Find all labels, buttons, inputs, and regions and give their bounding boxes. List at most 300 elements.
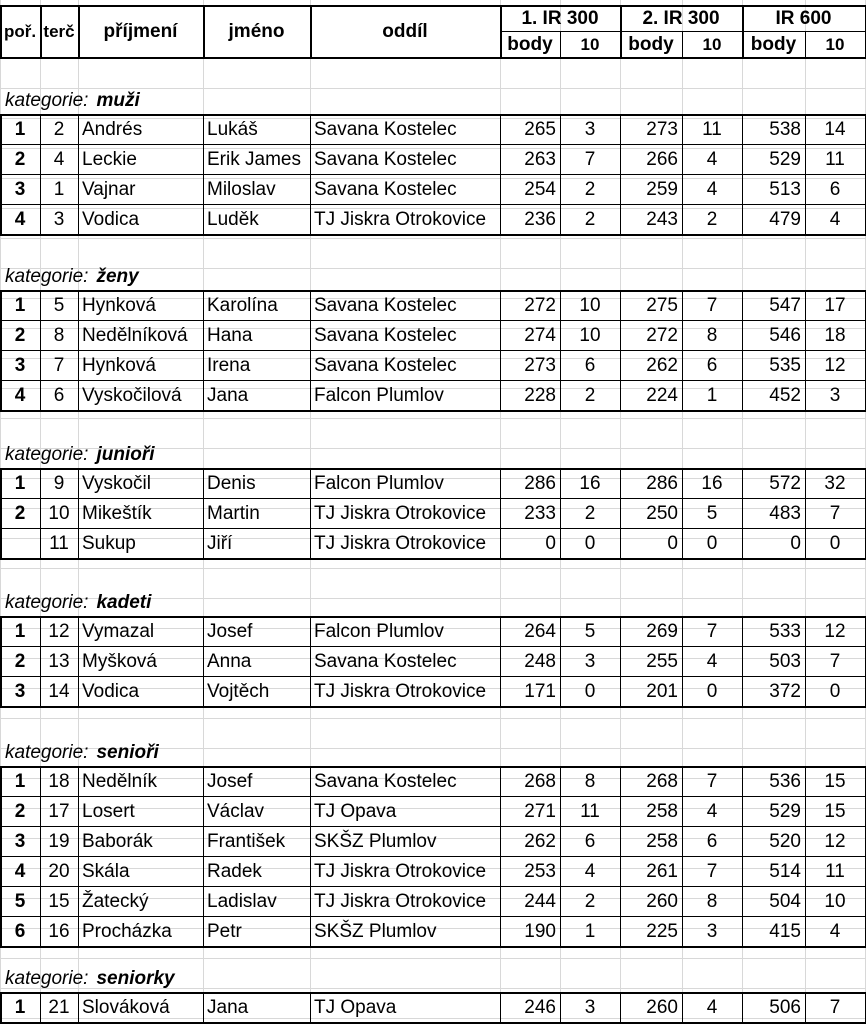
- border-line: [40, 290, 41, 412]
- cell-club: Falcon Plumlov: [314, 620, 444, 642]
- cell-t2: 1: [706, 384, 718, 406]
- border-line: [0, 468, 2, 560]
- category-label: [5, 264, 139, 290]
- cell-p2: 260: [646, 996, 678, 1018]
- cell-target: 4: [53, 148, 65, 170]
- border-line: [682, 114, 683, 236]
- cell-club: TJ Jiskra Otrokovice: [314, 502, 487, 524]
- cell-t1: 10: [579, 324, 601, 346]
- border-line: [0, 856, 866, 857]
- header-target: terč: [43, 21, 75, 41]
- border-line: [203, 468, 204, 560]
- cell-target: 7: [53, 354, 65, 376]
- border-line: [0, 706, 866, 708]
- cell-p1: 0: [545, 532, 556, 554]
- border-line: [0, 992, 866, 994]
- cell-t1: 7: [584, 148, 596, 170]
- border-line: [682, 992, 683, 1024]
- border-line: [560, 114, 561, 236]
- cell-p1: 246: [524, 996, 556, 1018]
- border-line: [560, 616, 561, 708]
- cell-p1: 286: [524, 472, 556, 494]
- cell-club: SKŠZ Plumlov: [314, 920, 437, 942]
- cell-name: Anna: [207, 650, 252, 672]
- cell-t3: 32: [824, 472, 846, 494]
- cell-t2: 2: [706, 208, 718, 230]
- header-points: body: [507, 33, 553, 55]
- cell-surname: Mikeštík: [82, 502, 152, 524]
- cell-p3: 0: [790, 532, 801, 554]
- border-line: [805, 31, 806, 57]
- cell-p3: 520: [769, 830, 801, 852]
- border-line: [742, 5, 744, 57]
- cell-p3: 529: [769, 800, 801, 822]
- cell-p1: 233: [524, 502, 556, 524]
- cell-rank: [0, 528, 40, 558]
- cell-t1: 4: [584, 860, 596, 882]
- cell-t2: 8: [706, 324, 718, 346]
- cell-t2: 4: [706, 178, 718, 200]
- category-label: [5, 442, 155, 468]
- cell-target: 17: [48, 800, 70, 822]
- border-line: [0, 992, 2, 1024]
- cell-t3: 15: [824, 770, 846, 792]
- cell-target: 21: [48, 996, 70, 1018]
- cell-t3: 17: [824, 294, 846, 316]
- cell-surname: Žatecký: [82, 890, 149, 912]
- border-line: [805, 992, 806, 1024]
- border-line: [0, 568, 866, 569]
- header-tens: 10: [580, 34, 600, 54]
- cell-p3: 536: [769, 770, 801, 792]
- cell-rank: 5: [14, 890, 26, 912]
- border-line: [310, 290, 311, 412]
- cell-t1: 5: [584, 620, 596, 642]
- cell-t3: 0: [829, 680, 841, 702]
- border-line: [40, 992, 41, 1024]
- border-line: [620, 992, 621, 1024]
- cell-surname: Vodica: [82, 208, 140, 230]
- cell-rank: 6: [14, 920, 26, 942]
- cell-p3: 372: [769, 680, 801, 702]
- cell-t2: 4: [706, 800, 718, 822]
- cell-p2: 201: [646, 680, 678, 702]
- cell-p2: 258: [646, 830, 678, 852]
- border-line: [0, 57, 866, 59]
- border-line: [742, 992, 743, 1024]
- cell-p1: 264: [524, 620, 556, 642]
- border-line: [620, 766, 621, 948]
- border-line: [0, 646, 866, 647]
- cell-p3: 415: [769, 920, 801, 942]
- cell-p3: 514: [769, 860, 801, 882]
- cell-p1: 254: [524, 178, 556, 200]
- cell-name: Erik James: [207, 148, 301, 170]
- border-line: [0, 558, 866, 560]
- cell-target: 15: [48, 890, 70, 912]
- cell-name: Hana: [207, 324, 253, 346]
- cell-rank: 3: [14, 830, 26, 852]
- border-line: [40, 5, 42, 57]
- cell-p1: 265: [524, 118, 556, 140]
- cell-p2: 250: [646, 502, 678, 524]
- border-line: [0, 766, 866, 768]
- cell-t1: 10: [579, 294, 601, 316]
- border-line: [805, 766, 806, 948]
- cell-p2: 273: [646, 118, 678, 140]
- border-line: [682, 31, 683, 57]
- cell-target: 14: [48, 680, 70, 702]
- cell-club: Savana Kostelec: [314, 118, 457, 140]
- cell-surname: Procházka: [82, 920, 172, 942]
- cell-surname: Nedělníková: [82, 324, 188, 346]
- cell-name: Jana: [207, 996, 249, 1018]
- border-line: [805, 114, 806, 236]
- cell-rank: 4: [14, 384, 26, 406]
- category-prefix: kategorie:: [5, 444, 89, 465]
- cell-t2: 16: [701, 472, 723, 494]
- border-line: [500, 5, 502, 57]
- cell-t3: 12: [824, 620, 846, 642]
- border-line: [310, 468, 311, 560]
- cell-p2: 261: [646, 860, 678, 882]
- border-line: [0, 946, 866, 948]
- cell-club: Savana Kostelec: [314, 650, 457, 672]
- cell-p2: 262: [646, 354, 678, 376]
- border-line: [500, 31, 866, 32]
- cell-t1: 11: [580, 800, 600, 822]
- cell-t3: 12: [824, 354, 846, 376]
- cell-target: 2: [53, 118, 65, 140]
- cell-club: Falcon Plumlov: [314, 384, 444, 406]
- cell-surname: Hynková: [82, 294, 156, 316]
- cell-p1: 253: [524, 860, 556, 882]
- cell-p2: 275: [646, 294, 678, 316]
- cell-p1: 248: [524, 650, 556, 672]
- border-line: [40, 616, 41, 708]
- cell-rank: 4: [14, 208, 26, 230]
- category-name: seniorky: [96, 968, 175, 989]
- cell-p3: 547: [769, 294, 801, 316]
- cell-rank: 2: [14, 148, 26, 170]
- category-name: junioři: [96, 444, 155, 465]
- cell-rank: 1: [14, 118, 26, 140]
- cell-p3: 452: [769, 384, 801, 406]
- border-line: [203, 5, 205, 57]
- cell-p2: 259: [646, 178, 678, 200]
- cell-t2: 7: [706, 294, 718, 316]
- cell-p2: 269: [646, 620, 678, 642]
- cell-t2: 7: [706, 770, 718, 792]
- cell-t1: 6: [584, 830, 596, 852]
- cell-name: Lukáš: [207, 118, 258, 140]
- cell-t1: 3: [584, 118, 596, 140]
- category-label: [5, 740, 159, 766]
- cell-rank: 2: [14, 502, 26, 524]
- border-line: [0, 5, 2, 57]
- cell-p2: 272: [646, 324, 678, 346]
- border-line: [620, 5, 622, 57]
- border-line: [0, 380, 866, 381]
- cell-p3: 529: [769, 148, 801, 170]
- border-line: [805, 468, 806, 560]
- category-name: ženy: [96, 266, 139, 287]
- category-prefix: kategorie:: [5, 90, 89, 111]
- cell-rank: 2: [14, 650, 26, 672]
- border-line: [682, 616, 683, 708]
- cell-name: Josef: [207, 620, 253, 642]
- cell-p3: 479: [769, 208, 801, 230]
- cell-t3: 6: [829, 178, 841, 200]
- cell-surname: Leckie: [82, 148, 137, 170]
- cell-rank: 1: [14, 294, 26, 316]
- cell-p1: 228: [524, 384, 556, 406]
- border-line: [310, 616, 311, 708]
- border-line: [742, 766, 743, 948]
- cell-t3: 7: [829, 502, 841, 524]
- cell-p2: 255: [646, 650, 678, 672]
- cell-target: 8: [53, 324, 65, 346]
- border-line: [560, 31, 561, 57]
- cell-club: Falcon Plumlov: [314, 472, 444, 494]
- header-points: body: [750, 33, 797, 55]
- border-line: [0, 114, 2, 236]
- header-tens: 10: [825, 34, 845, 54]
- cell-name: Jiří: [207, 532, 233, 554]
- cell-t3: 11: [825, 860, 845, 882]
- border-line: [0, 290, 2, 412]
- border-line: [0, 616, 866, 618]
- border-line: [620, 290, 621, 412]
- cell-p2: 260: [646, 890, 678, 912]
- cell-t2: 8: [706, 890, 718, 912]
- border-line: [78, 468, 79, 560]
- cell-p2: 266: [646, 148, 678, 170]
- cell-club: TJ Jiskra Otrokovice: [314, 532, 487, 554]
- cell-p3: 483: [769, 502, 801, 524]
- cell-surname: Skála: [82, 860, 130, 882]
- border-line: [805, 290, 806, 412]
- border-line: [40, 766, 41, 948]
- cell-p1: 272: [524, 294, 556, 316]
- cell-t2: 0: [706, 680, 718, 702]
- border-line: [78, 5, 80, 57]
- border-line: [78, 992, 79, 1024]
- cell-t1: 3: [584, 650, 596, 672]
- cell-p2: 225: [646, 920, 678, 942]
- border-line: [0, 238, 866, 239]
- border-line: [40, 468, 41, 560]
- cell-t3: 4: [829, 920, 841, 942]
- cell-p2: 268: [646, 770, 678, 792]
- cell-t1: 2: [584, 890, 596, 912]
- cell-t2: 7: [706, 860, 718, 882]
- cell-p1: 274: [524, 324, 556, 346]
- cell-p1: 268: [524, 770, 556, 792]
- border-line: [78, 616, 79, 708]
- cell-t1: 2: [584, 384, 596, 406]
- cell-t3: 3: [829, 384, 841, 406]
- border-line: [0, 676, 866, 677]
- border-line: [560, 992, 561, 1024]
- cell-surname: Slováková: [82, 996, 170, 1018]
- cell-name: Petr: [207, 920, 242, 942]
- cell-t3: 15: [824, 800, 846, 822]
- cell-t1: 6: [584, 354, 596, 376]
- cell-surname: Vajnar: [82, 178, 136, 200]
- border-line: [0, 204, 866, 205]
- border-line: [0, 234, 866, 236]
- cell-p1: 171: [524, 680, 556, 702]
- cell-target: 5: [53, 294, 65, 316]
- cell-p3: 572: [769, 472, 801, 494]
- border-line: [682, 290, 683, 412]
- cell-club: TJ Jiskra Otrokovice: [314, 860, 487, 882]
- header-tens: 10: [702, 34, 722, 54]
- border-line: [0, 410, 866, 412]
- cell-t3: 7: [829, 650, 841, 672]
- border-line: [78, 766, 79, 948]
- cell-rank: 1: [14, 620, 26, 642]
- border-line: [310, 766, 311, 948]
- cell-rank: 3: [14, 178, 26, 200]
- category-name: kadeti: [96, 592, 152, 613]
- border-line: [0, 886, 866, 887]
- border-line: [682, 766, 683, 948]
- border-line: [0, 528, 866, 529]
- cell-t3: 18: [824, 324, 846, 346]
- cell-t1: 0: [584, 532, 596, 554]
- cell-rank: 1: [14, 770, 26, 792]
- cell-p1: 263: [524, 148, 556, 170]
- border-line: [0, 796, 866, 797]
- cell-t3: 4: [829, 208, 841, 230]
- category-name: muži: [96, 90, 140, 111]
- cell-t3: 7: [829, 996, 841, 1018]
- border-line: [0, 174, 866, 175]
- category-prefix: kategorie:: [5, 592, 89, 613]
- cell-rank: 1: [14, 996, 26, 1018]
- cell-name: Miloslav: [207, 178, 276, 200]
- cell-p3: 533: [769, 620, 801, 642]
- category-label: [5, 966, 175, 992]
- cell-name: Denis: [207, 472, 256, 494]
- cell-target: 10: [48, 502, 70, 524]
- cell-t2: 0: [706, 532, 718, 554]
- header-ir600: IR 600: [775, 7, 832, 29]
- cell-t1: 8: [584, 770, 596, 792]
- cell-t2: 11: [702, 118, 722, 140]
- border-line: [0, 958, 866, 959]
- header-ir300-1: 1. IR 300: [521, 7, 599, 29]
- cell-name: Ladislav: [207, 890, 277, 912]
- border-line: [203, 290, 204, 412]
- cell-club: TJ Jiskra Otrokovice: [314, 680, 487, 702]
- cell-surname: Nedělník: [82, 770, 157, 792]
- cell-name: Václav: [207, 800, 265, 822]
- cell-target: 11: [49, 532, 69, 554]
- cell-surname: Andrés: [82, 118, 143, 140]
- border-line: [742, 468, 743, 560]
- border-line: [0, 114, 866, 116]
- cell-surname: Hynková: [82, 354, 156, 376]
- cell-target: 9: [53, 472, 65, 494]
- cell-p1: 190: [524, 920, 556, 942]
- cell-club: Savana Kostelec: [314, 770, 457, 792]
- cell-p3: 506: [769, 996, 801, 1018]
- header-surname: příjmení: [103, 20, 178, 42]
- cell-surname: Myšková: [82, 650, 157, 672]
- cell-name: Martin: [207, 502, 260, 524]
- cell-p3: 504: [769, 890, 801, 912]
- header-name: jméno: [228, 20, 285, 42]
- cell-club: Savana Kostelec: [314, 354, 457, 376]
- cell-p3: 538: [769, 118, 801, 140]
- category-label: [5, 590, 151, 616]
- cell-t3: 0: [829, 532, 841, 554]
- cell-p2: 243: [646, 208, 678, 230]
- border-line: [805, 616, 806, 708]
- border-line: [742, 290, 743, 412]
- category-prefix: kategorie:: [5, 742, 89, 763]
- cell-t1: 3: [584, 996, 596, 1018]
- cell-p3: 535: [769, 354, 801, 376]
- cell-rank: 2: [14, 800, 26, 822]
- border-line: [500, 766, 501, 948]
- cell-target: 18: [48, 770, 70, 792]
- cell-club: TJ Jiskra Otrokovice: [314, 208, 487, 230]
- cell-rank: 1: [14, 472, 26, 494]
- cell-t1: 0: [584, 680, 596, 702]
- border-line: [742, 616, 743, 708]
- border-line: [620, 114, 621, 236]
- category-name: senioři: [96, 742, 159, 763]
- border-line: [0, 916, 866, 917]
- cell-t2: 3: [706, 920, 718, 942]
- border-line: [0, 766, 2, 948]
- cell-target: 1: [53, 178, 65, 200]
- cell-club: Savana Kostelec: [314, 148, 457, 170]
- cell-t3: 12: [824, 830, 846, 852]
- header-rank: poř.: [3, 21, 37, 41]
- border-line: [310, 992, 311, 1024]
- border-line: [560, 290, 561, 412]
- border-line: [0, 718, 866, 719]
- cell-t1: 2: [584, 208, 596, 230]
- cell-t3: 14: [824, 118, 846, 140]
- cell-p1: 273: [524, 354, 556, 376]
- border-line: [310, 114, 311, 236]
- cell-p3: 503: [769, 650, 801, 672]
- cell-target: 12: [48, 620, 70, 642]
- cell-name: Vojtěch: [207, 680, 270, 702]
- cell-surname: Sukup: [82, 532, 136, 554]
- cell-rank: 3: [14, 680, 26, 702]
- cell-t2: 7: [706, 620, 718, 642]
- cell-target: 16: [48, 920, 70, 942]
- cell-club: Savana Kostelec: [314, 294, 457, 316]
- border-line: [0, 290, 866, 292]
- border-line: [203, 114, 204, 236]
- border-line: [500, 616, 501, 708]
- cell-p2: 286: [646, 472, 678, 494]
- cell-surname: Vyskočil: [82, 472, 151, 494]
- cell-t2: 4: [706, 650, 718, 672]
- cell-t1: 2: [584, 502, 596, 524]
- border-line: [500, 992, 501, 1024]
- cell-surname: Vymazal: [82, 620, 155, 642]
- cell-target: 13: [48, 650, 70, 672]
